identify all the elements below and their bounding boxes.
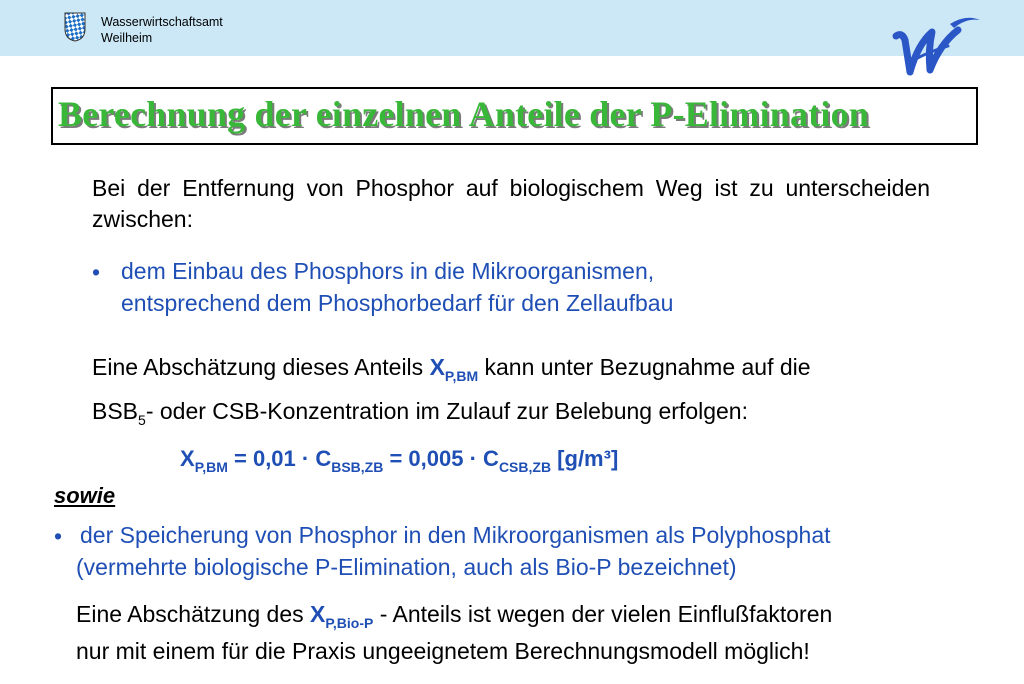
symbol-x-bio-p-subscript: P,Bio-P — [325, 615, 374, 631]
bavarian-lozenge-crest-icon — [64, 12, 86, 42]
estimate-2-line-1 — [76, 599, 832, 630]
formula-part-1: = 0,01 · C — [227, 446, 332, 471]
symbol-x-bio-p: X — [310, 601, 326, 627]
symbol-x: X — [429, 354, 445, 380]
estimate-2-line-2: nur mit einem für die Praxis ungeeignetem Berechnungsmodell möglich! — [76, 638, 810, 664]
symbol-x-subscript: P,BM — [444, 368, 479, 384]
formula — [180, 446, 619, 475]
estimate-1-line-1 — [92, 352, 811, 383]
bullet-marker-1: • — [92, 259, 101, 285]
sowie-label: sowie — [54, 483, 116, 508]
formula-x: X — [180, 446, 195, 471]
header-bar — [0, 0, 1024, 56]
bsb-label: BSB — [92, 398, 139, 424]
formula-part-2: = 0,005 · C — [383, 446, 499, 471]
estimate-1-line-2-rest: - oder CSB-Konzentration im Zulauf zur Belebung erfolgen: — [145, 398, 748, 424]
estimate-1-line-2 — [92, 396, 748, 427]
bullet-1-line-2: entsprechend dem Phosphorbedarf für den Zellaufbau — [121, 290, 674, 316]
bsb-subscript: 5 — [138, 412, 146, 428]
org-line-2: Weilheim — [101, 31, 153, 45]
estimate-1-post: kann unter Bezugnahme auf die — [478, 354, 811, 380]
formula-c2-subscript: CSB,ZB — [498, 459, 552, 475]
estimate-1-pre: Eine Abschätzung dieses Anteils — [92, 354, 430, 380]
estimate-2-pre: Eine Abschätzung des — [76, 601, 310, 627]
estimate-2-post: - Anteils ist wegen der vielen Einflußfaktoren — [373, 601, 833, 627]
formula-x-subscript: P,BM — [194, 459, 228, 475]
slide-title: Berechnung der einzelnen Anteile der P-Elimination — [58, 94, 869, 134]
intro-paragraph: Bei der Entfernung von Phosphor auf biologischem Weg ist zu unterscheiden zwischen: — [92, 175, 930, 232]
bullet-1-line-1: dem Einbau des Phosphors in die Mikroorganismen, — [121, 258, 655, 284]
bullet-2-line-2: (vermehrte biologische P-Elimination, auch als Bio-P bezeichnet) — [76, 554, 737, 580]
formula-unit: [g/m³] — [551, 446, 619, 471]
organization-name — [101, 14, 223, 46]
ww-logo-icon — [888, 10, 984, 80]
bullet-2-line-1: der Speicherung von Phosphor in den Mikroorganismen als Polyphosphat — [80, 522, 831, 548]
org-line-1: Wasserwirtschaftsamt — [101, 15, 223, 29]
bullet-marker-2: • — [54, 523, 63, 549]
formula-c1-subscript: BSB,ZB — [331, 459, 384, 475]
